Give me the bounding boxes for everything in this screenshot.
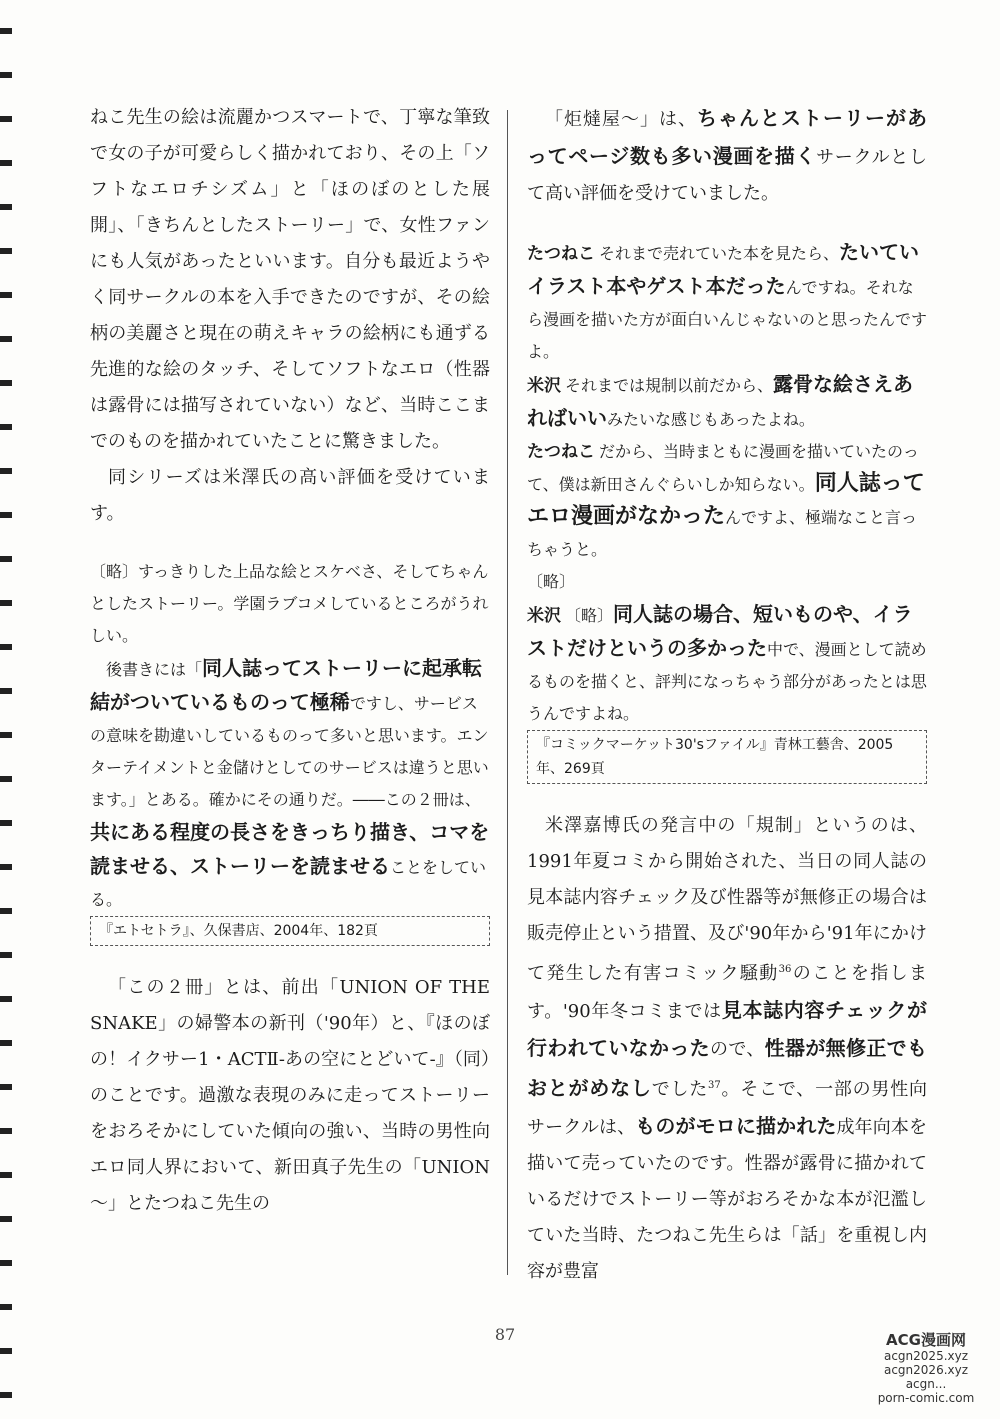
dialogue-2-c: みたいな感じもあったよね。 xyxy=(607,410,815,429)
watermark-line: acgn... xyxy=(905,1377,947,1391)
quote-2-a: 後書きには「 xyxy=(106,660,203,679)
dialogue-2 xyxy=(527,368,927,436)
right-p2-bold-1: 見本誌内容チェックが行われていなかった xyxy=(527,998,927,1060)
dialogue-1-c: んですね。それなら漫画を描いた方が面白いんじゃないのと思ったんですよ。 xyxy=(527,278,928,361)
right-column xyxy=(527,100,927,1290)
dialogue-3 xyxy=(527,436,927,566)
citation-1: 『エトセトラ』、久保書店、2004年、182頁 xyxy=(90,916,490,946)
right-p2-bold-3: ものがモロに描かれた xyxy=(635,1114,837,1138)
left-paragraph-3: 「この２冊」とは、前出「UNION OF THE SNAKE」の婦警本の新刊（'90年）と、『ほのぼの！イクサー1・ACTⅡ-あの空にとどいて-』（同）のことです。過激な表現のみに走ってストーリーをおろそかにしていた傾向の強い、当時の男性向エロ同人界において、新田真子先生の「UNION～」とたつねこ先生の xyxy=(90,977,490,1214)
right-p2-g: 。そこで、一部の男性向サークルは、 xyxy=(527,1079,927,1138)
dialogue-1-bold: たいていイラスト本やゲスト本だった xyxy=(527,240,920,298)
right-p2-i: 成年向本を描いて売っていたのです。性器が露骨に描かれているだけでストーリー等がおろそかな本が氾濫していた当時、たつねこ先生らは「話」を重視し内容が豊富 xyxy=(527,1117,927,1282)
speaker-name: 米沢 xyxy=(527,606,561,626)
watermark-line: acgn2025.xyz xyxy=(883,1349,969,1363)
watermark-line: acgn2026.xyz xyxy=(883,1363,969,1377)
right-paragraph-1 xyxy=(527,100,927,212)
speaker-name: 米沢 xyxy=(527,376,561,396)
citation-2: 『コミックマーケット30'sファイル』青林工藝舎、2005年、269頁 xyxy=(527,730,927,784)
quote-2-bold-2: 共にある程度の長さをきっちり描き、コマを読ませる、ストーリーを読ませる xyxy=(90,820,490,878)
dialogue-2-bold: 露骨な絵さえあればいい xyxy=(527,372,914,430)
speaker-name: たつねこ xyxy=(527,244,595,264)
dialogue-3-c: んですよ、極端なこと言っちゃうと。 xyxy=(527,508,918,559)
dialogue-1-a: それまで売れていた本を見たら、 xyxy=(599,244,840,263)
footnote-37: 37 xyxy=(708,1080,721,1091)
quote-2-c: ですし、サービスの意味を勘違いしているものって多いと思います。エンターテイメントと金儲けとしてのサービスは違うと思います。」とある。確かにその通りだ。――この２冊は、 xyxy=(90,694,489,809)
right-p2-f: でした xyxy=(651,1079,709,1100)
omission-mark: 〔略〕 xyxy=(527,572,576,591)
speaker-name: たつねこ xyxy=(527,442,595,462)
column-divider xyxy=(507,110,508,1275)
right-p2-bold-2: 性器が無修正でもおとがめなし xyxy=(527,1036,928,1100)
right-p2-d: ので、 xyxy=(710,1039,765,1060)
right-p2-b: のことを指します。'90年冬コミまでは xyxy=(527,963,928,1022)
dialogue-1 xyxy=(527,236,927,368)
dialogue-4-bold: 同人誌の場合、短いものや、イラストだけというの多かった xyxy=(527,602,913,660)
dialogue-4 xyxy=(527,598,927,730)
right-p1-c: サークルとして高い評価を受けていました。 xyxy=(527,147,927,204)
right-p2-a: 米澤嘉博氏の発言中の「規制」というのは、1991年夏コミから開始された、当日の同人誌の見本誌内容チェック及び性器等が無修正の場合は販売停止という措置、及び'90年から'91年にかけて発生した有害コミック騒動 xyxy=(527,815,927,984)
right-p1-bold: ちゃんとストーリーがあってページ数も多い漫画を描く xyxy=(527,106,927,168)
quote-1: 〔略〕すっきりした上品な絵とスケベさ、そしてちゃんとしたストーリー。学園ラブコメしているところがうれしい。 xyxy=(90,562,489,645)
dialogue-3-a: だから、当時まともに漫画を描いていたのって、僕は新田さんぐらいしか知らない。 xyxy=(527,442,919,494)
left-paragraph-2: 同シリーズは米澤氏の高い評価を受けています。 xyxy=(90,467,490,524)
right-paragraph-2 xyxy=(527,808,927,1290)
footnote-36: 36 xyxy=(778,964,792,975)
dialogue-2-a: それまでは規制以前だから、 xyxy=(565,376,774,395)
watermark xyxy=(866,1333,986,1405)
dialogue-4-a: 〔略〕 xyxy=(565,606,614,625)
left-paragraph-1: ねこ先生の絵は流麗かつスマートで、丁寧な筆致で女の子が可愛らしく描かれており、その上「ソフトなエロチシズム」と「ほのぼのとした展開」、「きちんとしたストーリー」で、女性ファンにも人気があったといいます。自分も最近ようやく同サークルの本を入手できたのですが、その絵柄の美麗さと現在の萌えキャラの絵柄にも通ずる先進的な絵のタッチ、そしてソフトなエロ（性器は露骨には描写されていない）など、当時ここまでのものを描かれていたことに驚きました。 xyxy=(90,107,490,452)
watermark-logo: ACG漫画网 xyxy=(886,1331,966,1349)
left-column xyxy=(90,100,490,1222)
right-p1-a: 「炬燵屋～」は、 xyxy=(545,109,697,130)
binding-edge xyxy=(0,0,12,1419)
watermark-line: porn-comic.com xyxy=(877,1391,975,1405)
quote-2-bold-1: 同人誌ってストーリーに起承転結がついているものって極稀 xyxy=(90,656,483,714)
quote-2-e: ことをしている。 xyxy=(90,858,487,909)
quote-2 xyxy=(90,652,490,916)
dialogue-4-c: 中で、漫画として読めるものを描くと、評判になっちゃう部分があったとは思うんですよね。 xyxy=(527,640,927,723)
page-number: 87 xyxy=(494,1325,516,1344)
dialogue-3-bold: 同人誌ってエロ漫画がなかった xyxy=(527,471,925,529)
